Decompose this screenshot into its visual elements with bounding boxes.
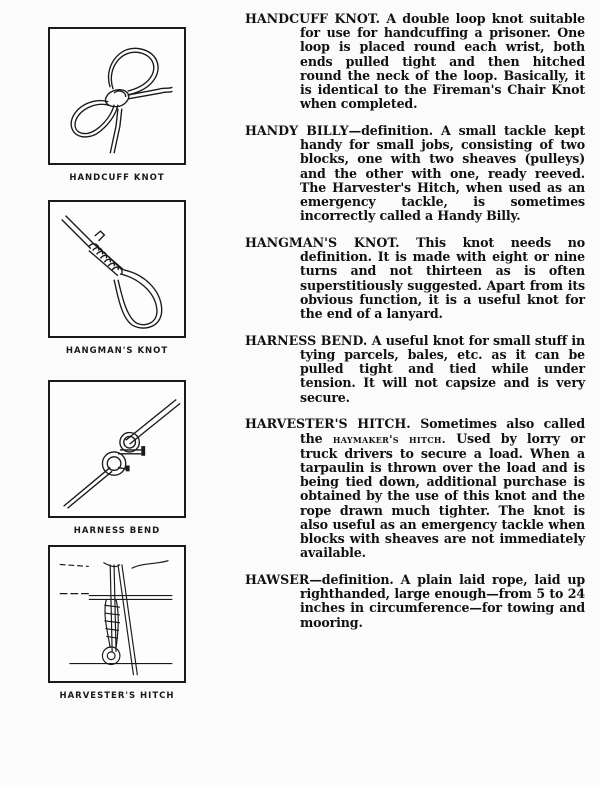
figure-hangmans-knot <box>48 200 196 356</box>
figure-caption: HARNESS BEND <box>73 526 161 536</box>
harvesters-hitch-illustration <box>48 545 186 683</box>
figure-caption: HARVESTER'S HITCH <box>59 691 175 701</box>
handcuff-knot-illustration <box>48 27 186 165</box>
figure-harness-bend <box>48 380 196 536</box>
hangmans-knot-illustration <box>48 200 186 338</box>
entry-term: HANDY BILLY <box>245 123 349 139</box>
entry-small-caps-term: haymaker's hitch. <box>332 432 446 446</box>
handcuff-knot-drawing <box>50 29 184 163</box>
entry-term: HAWSER <box>245 572 310 588</box>
entry-harvesters-hitch <box>245 417 585 560</box>
entry-body: This knot needs no definition. It is made with eight or nine turns and not thirteen as is often superstitiously suggested. Apart from its obvious function, it is a useful knot for the end of a lanyard. <box>300 235 585 322</box>
entry-body: A double loop knot suitable for use for handcuffing a prisoner. One loop is placed round each wrist, both ends pulled tight and then hitched round the neck of the loop. Basically, it is identical to the Fireman's Chair Knot when completed. <box>300 11 586 112</box>
figure-handcuff-knot <box>48 27 196 183</box>
entry-handcuff-knot <box>245 12 585 111</box>
harvesters-hitch-drawing <box>50 547 184 681</box>
entry-body: A useful knot for small stuff in tying parcels, bales, etc. as it can be pulled tight and tied while under tension. It will not capsize and is very secure. <box>300 332 586 405</box>
entry-body-intro: Sometimes also called the <box>300 416 585 446</box>
entry-body: —definition. A plain laid rope, laid up righthanded, large enough—from 5 to 24 inches in circumference—for towing and mooring. <box>300 572 585 630</box>
entry-hangmans-knot <box>245 236 585 321</box>
entry-hawser <box>245 573 585 630</box>
harness-bend-drawing <box>50 382 184 516</box>
figure-harvesters-hitch <box>48 545 196 701</box>
entry-handy-billy <box>245 124 585 223</box>
glossary-entries <box>245 12 585 632</box>
figure-caption: HANGMAN'S KNOT <box>65 346 169 356</box>
entry-term: HARVESTER'S HITCH. <box>245 416 411 432</box>
entry-body: Used by lorry or truck drivers to secure a load. When a tarpaulin is thrown over the load and is being tied down, additional purchase is obtained by the use of this knot and the rope drawn much tighter. The knot is also useful as an emergency tackle when blocks with sheaves are not immediately available. <box>300 430 585 561</box>
entry-term: HANGMAN'S KNOT. <box>245 235 400 251</box>
entry-term: HANDCUFF KNOT. <box>245 11 381 26</box>
entry-harness-bend <box>245 334 585 405</box>
harness-bend-illustration <box>48 380 186 518</box>
hangmans-knot-drawing <box>50 202 184 336</box>
entry-body: —definition. A small tackle kept handy for small jobs, consisting of two blocks, one with two sheaves (pulleys) and the other with one, ready reeved. The Harvester's Hitch, when used as an emergency tackle, is sometimes incorrectly called a Handy Billy. <box>300 123 585 224</box>
figure-caption: HANDCUFF KNOT <box>69 173 165 183</box>
entry-term: HARNESS BEND. <box>245 332 368 348</box>
